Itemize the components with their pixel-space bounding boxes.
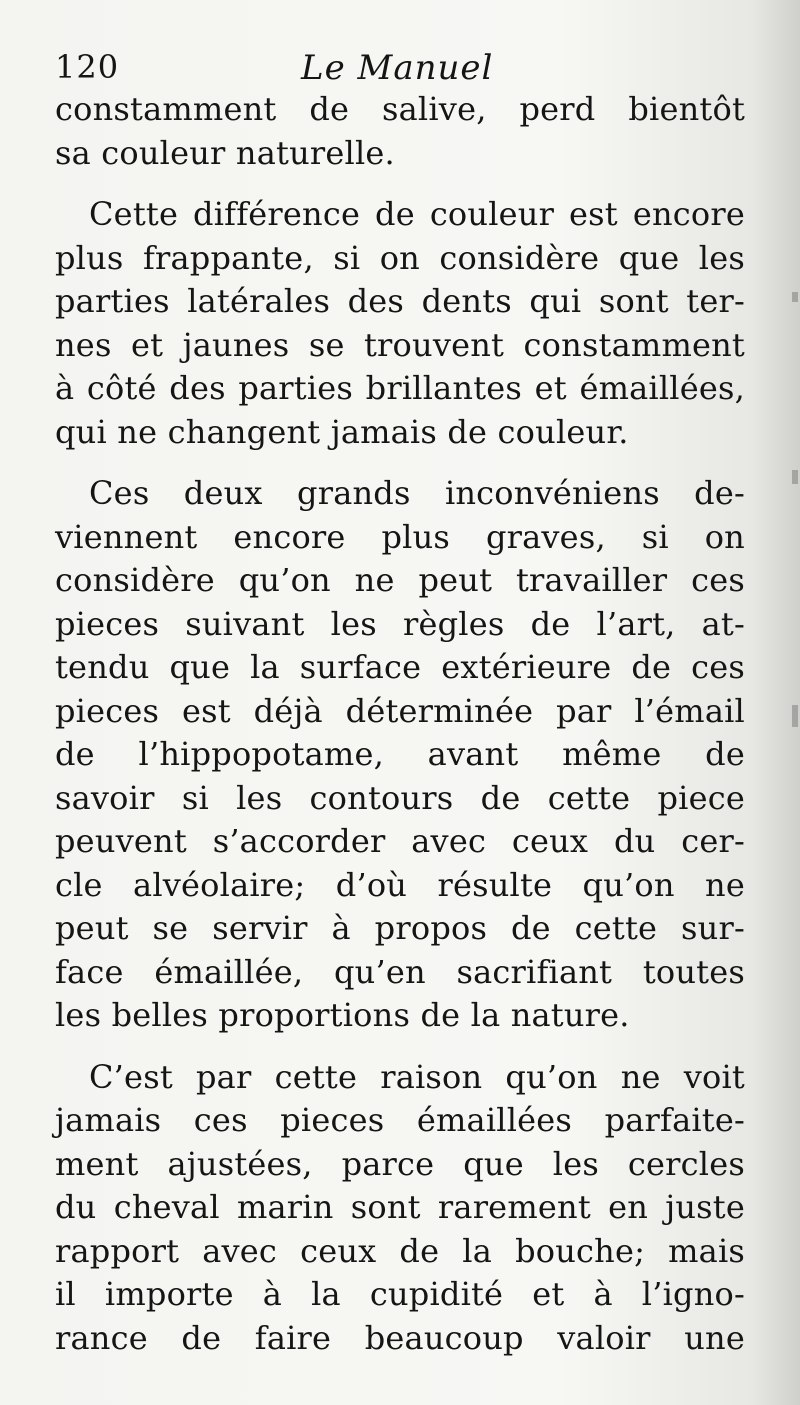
page-edge-mark xyxy=(792,705,798,727)
text-line: peut se servir à propos de cette sur- xyxy=(55,909,745,947)
text-line: parties latérales des dents qui sont ter- xyxy=(55,282,745,320)
text-line: rapport avec ceux de la bouche; mais xyxy=(55,1231,745,1270)
text-line: nes et jaunes se trouvent constamment xyxy=(55,325,745,364)
text-line: savoir si les contours de cette piece xyxy=(55,778,745,817)
text-line: constamment de salive, perd bientôt xyxy=(55,90,745,128)
text-line: Cette différence de couleur est encore xyxy=(89,195,745,233)
page-body xyxy=(55,88,745,1360)
text-line: de l’hippopotame, avant même de xyxy=(55,735,745,773)
page-number: 120 xyxy=(55,48,120,86)
text-line: du cheval marin sont rarement en juste xyxy=(55,1188,745,1226)
text-line: les belles proportions de la nature. xyxy=(55,996,630,1034)
page-edge-mark xyxy=(792,292,798,302)
paragraph-gap xyxy=(55,1038,745,1056)
text-line: plus frappante, si on considère que les xyxy=(55,238,745,277)
text-line: à côté des parties brillantes et émaillées, xyxy=(55,369,745,407)
text-line: Ces deux grands inconvéniens de- xyxy=(89,474,745,512)
paragraph-gap xyxy=(55,175,745,193)
text-line: sa couleur naturelle. xyxy=(55,133,395,172)
text-line: il importe à la cupidité et à l’igno- xyxy=(55,1275,745,1313)
text-line: pieces est déjà déterminée par l’émail xyxy=(55,691,745,730)
paragraph-gap xyxy=(55,454,745,472)
text-line: face émaillée, qu’en sacrifiant toutes xyxy=(55,952,745,991)
page-edge-mark xyxy=(792,470,798,484)
text-line: cle alvéolaire; d’où résulte qu’on ne xyxy=(55,865,745,904)
text-line: tendu que la surface extérieure de ces xyxy=(55,648,745,686)
text-line: qui ne changent jamais de couleur. xyxy=(55,412,629,451)
text-line: rance de faire beaucoup valoir une xyxy=(55,1318,745,1357)
running-head: Le Manuel xyxy=(301,48,494,88)
text-line: ment ajustées, parce que les cercles xyxy=(55,1144,745,1183)
text-line: pieces suivant les règles de l’art, at- xyxy=(55,604,745,643)
text-line: jamais ces pieces émaillées parfaite- xyxy=(55,1101,745,1139)
text-line: C’est par cette raison qu’on ne voit xyxy=(89,1057,745,1096)
text-line: peuvent s’accorder avec ceux du cer- xyxy=(55,822,745,860)
text-line: viennent encore plus graves, si on xyxy=(55,517,745,556)
text-line: considère qu’on ne peut travailler ces xyxy=(55,561,745,599)
